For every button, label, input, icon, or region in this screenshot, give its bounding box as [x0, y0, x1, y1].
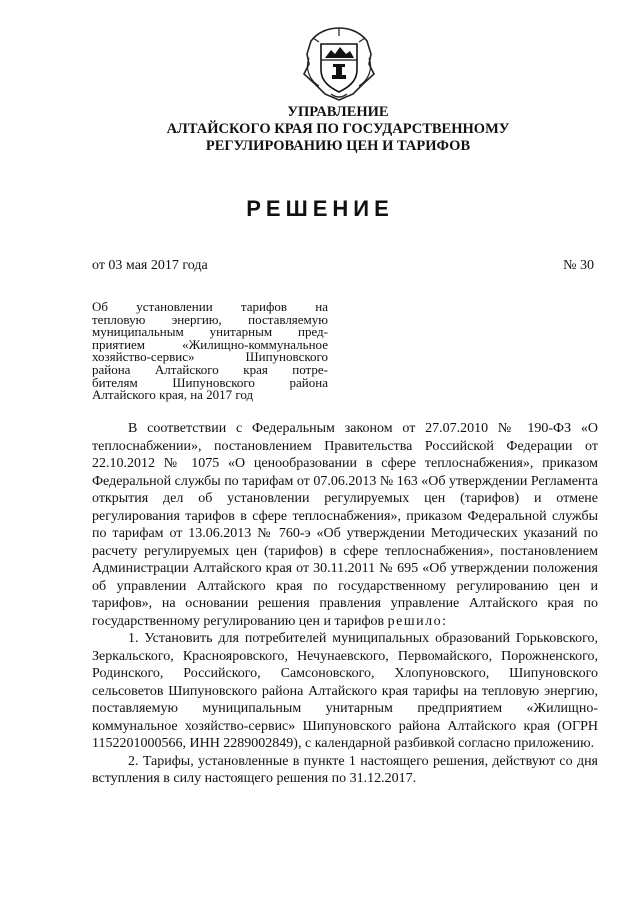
document-body: [92, 420, 598, 788]
subject-line: приятием «Жилищно-коммунальное: [92, 336, 328, 352]
item-1-paragraph: 1. Установить для потребителей муниципальных образований Горьковского, Зеркальского, Краснояровского, Нечунаевского, Первомайского, Порожненского, Родинского, Российского, Самсоновского, Хлопуновского, Шипуновского сельсоветов Шипуновского района Алтайского края тарифы на тепловую энергию, поставляемую муниципальным унитарным предприятием «Жилищно-коммунальное хозяйство-сервис» Шипуновского района Алтайского края (ОГРН 1152201000566, ИНН 2289002849), с календарной разбивкой согласно приложению.: [92, 631, 598, 751]
issuer-line-2: АЛТАЙСКОГО КРАЯ ПО ГОСУДАРСТВЕННОМУ: [166, 121, 510, 137]
subject-line: муниципальным унитарным пред-: [92, 324, 328, 340]
preamble-text: В соответствии с Федеральным законом от 27.07.2010 № 190-ФЗ «О теплоснабжении», постановлением Правительства Российской Федерации от 22.10.2012 № 1075 «О ценообразовании в сфере теплоснабжения», приказом Федеральной службы по тарифам от 07.06.2013 № 163 «Об утверждении Регламента открытия дел об установлении регулируемых цен (тарифов) и отмене регулирования тарифов в сфере теплоснабжения», приказом Федеральной службы по тарифам от 13.06.2013 № 760-э «Об утверждении Методических указаний по расчету регулируемых цен (тарифов) в сфере теплоснабжения», постановлением Администрации Алтайского края от 30.11.2011 № 695 «Об утверждении положения об управлении Алтайского края по государственному регулированию цен и тарифов», на основании решения правления управление Алтайского края по государственному регулированию цен и тарифов: [92, 421, 598, 629]
issuer-line-3: РЕГУЛИРОВАНИЮ ЦЕН И ТАРИФОВ: [205, 138, 471, 154]
subject-line: бителям Шипуновского района: [92, 374, 328, 390]
decided-word: решило:: [387, 613, 448, 629]
item-2-paragraph: 2. Тарифы, установленные в пункте 1 настоящего решения, действуют со дня вступления в силу настоящего решения по 31.12.2017.: [92, 753, 598, 786]
subject-line: Об установлении тарифов на: [92, 299, 328, 314]
issuer-header: [0, 104, 640, 155]
subject-line: Алтайского края, на 2017 год: [92, 387, 254, 403]
document-subject: [92, 301, 328, 402]
subject-line: тепловую энергию, поставляемую: [92, 311, 328, 327]
coat-of-arms-emblem: [301, 24, 377, 104]
document-number: № 30: [563, 258, 594, 273]
document-title: РЕШЕНИЕ: [246, 196, 394, 221]
issuer-line-1: УПРАВЛЕНИЕ: [287, 104, 389, 120]
subject-line: хозяйство-сервис» Шипуновского: [92, 349, 328, 365]
subject-line: района Алтайского края потре-: [92, 361, 328, 377]
document-date: от 03 мая 2017 года: [92, 258, 208, 273]
preamble-paragraph: [92, 420, 598, 630]
